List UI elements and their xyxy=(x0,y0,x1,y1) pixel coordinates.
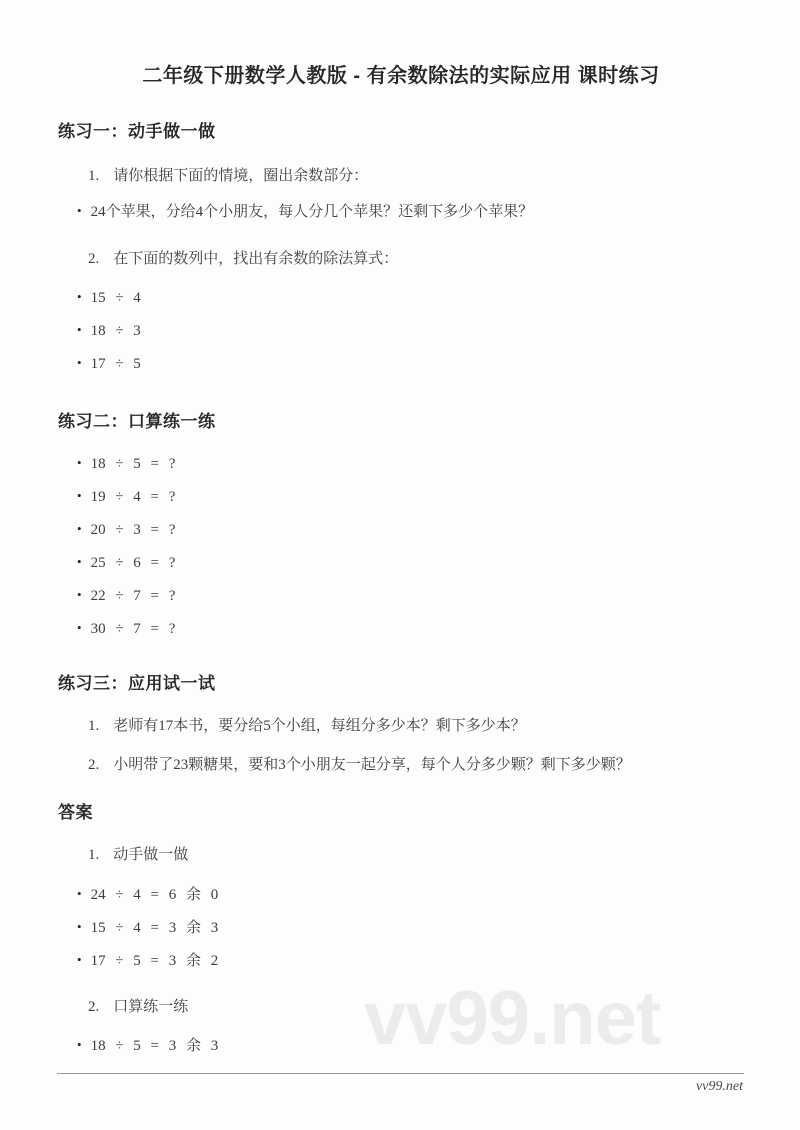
bullet-icon: • xyxy=(77,919,82,934)
math-expression: 25 ÷ 6 = ? xyxy=(90,555,176,571)
list-item xyxy=(58,619,744,638)
list-item xyxy=(58,321,744,340)
math-expression: 15 ÷ 4 xyxy=(90,290,141,306)
numbered-item xyxy=(58,717,744,735)
bullet-icon: • xyxy=(77,620,82,635)
section-heading: 答案 xyxy=(58,803,93,822)
bullet-icon: • xyxy=(77,521,82,536)
list-item xyxy=(58,487,744,506)
item-text: 小明带了23颗糖果，要和3个小朋友一起分享，每个人分多少颗？剩下多少颗？ xyxy=(113,757,631,773)
page-title: 二年级下册数学人教版 - 有余数除法的实际应用 课时练习 xyxy=(142,65,660,87)
item-text: 老师有17本书，要分给5个小组，每组分多少本？剩下多少本？ xyxy=(113,718,526,734)
item-text: 请你根据下面的情境，圈出余数部分： xyxy=(113,168,369,184)
item-text: 24个苹果，分给4个小朋友，每人分几个苹果？还剩下多少个苹果？ xyxy=(90,204,534,220)
math-expression: 22 ÷ 7 = ? xyxy=(90,588,176,604)
numbered-item xyxy=(58,756,744,774)
section-practice-three xyxy=(58,674,744,774)
section-answers xyxy=(58,803,744,1061)
math-expression: 19 ÷ 4 = ? xyxy=(90,489,176,505)
math-expression: 17 ÷ 5 xyxy=(90,356,141,372)
bullet-icon: • xyxy=(77,455,82,470)
math-expression: 20 ÷ 3 = ? xyxy=(90,522,176,538)
math-expression: 17 ÷ 5 = 3 余 2 xyxy=(90,953,219,969)
list-item xyxy=(58,202,744,221)
item-text: 口算练一练 xyxy=(113,999,189,1015)
item-number: 1. xyxy=(88,718,100,734)
footer-credit-link[interactable]: vv99.net xyxy=(695,1079,743,1094)
math-expression: 15 ÷ 4 = 3 余 3 xyxy=(90,920,219,936)
section-practice-one xyxy=(58,122,744,373)
numbered-item xyxy=(58,846,744,864)
list-item xyxy=(58,553,744,572)
watermark: vv99.net xyxy=(364,976,661,1061)
bullet-icon: • xyxy=(77,322,82,337)
section-heading: 练习一：动手做一做 xyxy=(58,122,216,141)
list-item xyxy=(58,1036,744,1055)
bullet-icon: • xyxy=(77,203,82,218)
list-item xyxy=(58,885,744,904)
item-text: 动手做一做 xyxy=(113,847,189,863)
bullet-icon: • xyxy=(77,289,82,304)
section-heading: 练习二：口算练一练 xyxy=(58,412,216,431)
list-item xyxy=(58,454,744,473)
math-expression: 18 ÷ 5 = ? xyxy=(90,456,176,472)
bullet-icon: • xyxy=(77,587,82,602)
section-heading: 练习三：应用试一试 xyxy=(58,674,216,693)
bullet-icon: • xyxy=(77,355,82,370)
numbered-item xyxy=(58,998,744,1016)
list-item xyxy=(58,288,744,307)
math-expression: 18 ÷ 5 = 3 余 3 xyxy=(90,1038,219,1054)
math-expression: 30 ÷ 7 = ? xyxy=(90,621,176,637)
list-item xyxy=(58,918,744,937)
item-number: 2. xyxy=(88,251,100,267)
bullet-icon: • xyxy=(77,952,82,967)
math-expression: 18 ÷ 3 xyxy=(90,323,141,339)
list-item xyxy=(58,520,744,539)
bullet-icon: • xyxy=(77,488,82,503)
section-practice-two xyxy=(58,412,744,638)
item-number: 1. xyxy=(88,168,100,184)
math-expression: 24 ÷ 4 = 6 余 0 xyxy=(90,887,219,903)
bullet-icon: • xyxy=(77,554,82,569)
bullet-icon: • xyxy=(77,886,82,901)
list-item xyxy=(58,586,744,605)
list-item xyxy=(58,951,744,970)
list-item xyxy=(58,354,744,373)
item-number: 1. xyxy=(88,847,100,863)
numbered-item xyxy=(58,167,744,185)
item-number: 2. xyxy=(88,757,100,773)
numbered-item xyxy=(58,250,744,268)
item-number: 2. xyxy=(88,999,100,1015)
bullet-icon: • xyxy=(77,1037,82,1052)
footer-divider xyxy=(57,1073,744,1074)
item-text: 在下面的数列中，找出有余数的除法算式： xyxy=(113,251,399,267)
